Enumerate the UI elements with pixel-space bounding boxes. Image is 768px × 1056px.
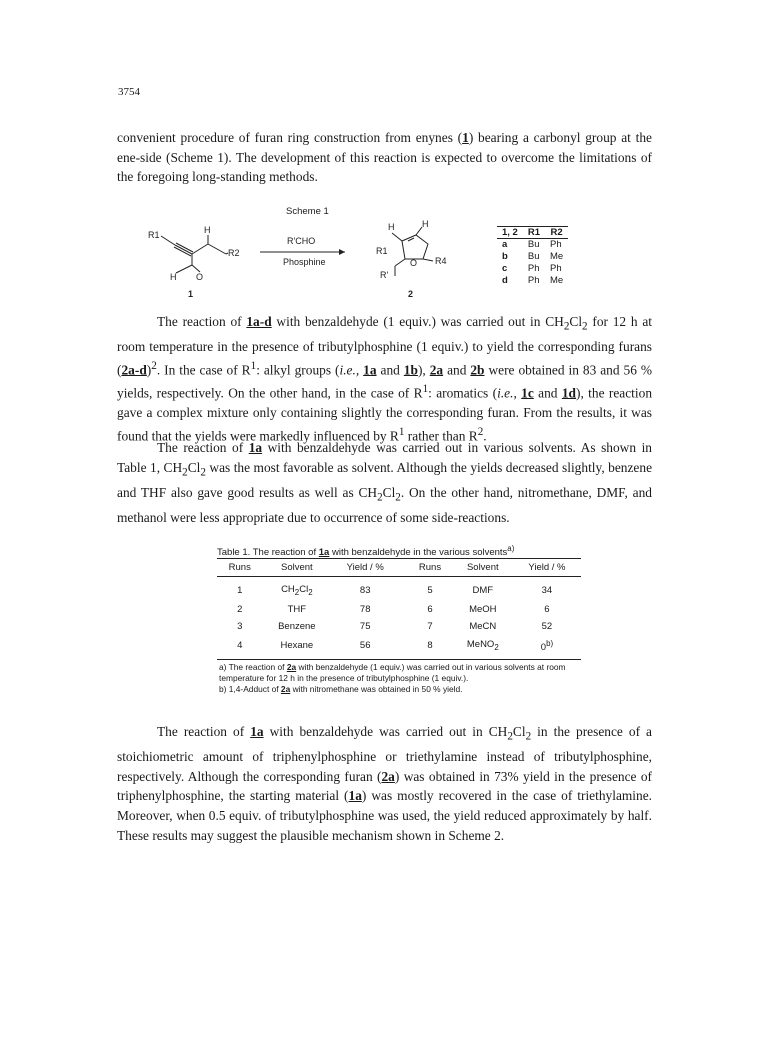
table-row: c Ph Ph [502,263,562,274]
mini-table-header: R1 [523,227,545,239]
table-row: 1 $CH_2Cl_2$ 83 5 DMF 34 [237,584,553,597]
table-row: d Ph Me [502,275,564,286]
reagent-aldehyde: R'CHO [287,236,316,246]
column-header: Yield / % [331,559,399,577]
reaction-arrow [260,249,345,255]
substituent-table [497,226,568,287]
scheme-title: Scheme 1 [286,206,329,217]
scheme-1-diagram [140,218,490,300]
sm-h-label: H [204,225,211,235]
sm-r2-label: R2 [228,248,240,258]
pr-h2-label: H [422,219,429,229]
furan-structure [392,227,433,276]
mini-table-header: 1, 2 [497,227,523,239]
sm-compound-label: 1 [188,289,194,299]
solvent-table [217,558,581,660]
table-row: b Bu Me [502,251,564,262]
enyne-structure [161,235,228,273]
pr-r1-label: R1 [376,246,388,256]
pr-o-label: O [410,258,418,268]
footnote-b: b) 1,4-Adduct of 2a with nitromethane was obtained in 50 % yield. [219,683,463,694]
column-header: Solvent [453,559,513,577]
sm-r1-label: R1 [148,230,160,240]
footnote-a: a) The reaction of 2a with benzaldehyde (1 equiv.) was carried out in various solvents at room temperature for 12 h in the presence of tributylphosphine (1 equiv.). [219,662,566,683]
table-row: 4 Hexane 56 8 MeNO$_2$ 0$^{b)}$ [217,635,581,660]
table-row: a Bu Ph [502,239,562,250]
column-header: Solvent [263,559,332,577]
column-header: Runs [217,559,263,577]
paragraph-intro: convenient procedure of furan ring construction from enynes (1) bearing a carbonyl group at the ene-side (Scheme 1). The development of this reaction is expected to overcome the limitations of the foregoing long-standing methods. [117,130,652,185]
mini-table-header: R2 [545,227,568,239]
page-number: 3754 [118,86,140,98]
table-row: 2 THF 78 6 MeOH 6 [237,603,550,615]
sm-h2-label: H [170,272,177,282]
column-header: Yield / % [513,559,581,577]
compound-ref: 1 [462,130,469,145]
pr-r-label: R' [380,270,389,280]
pr-r4-label: R4 [435,256,447,266]
pr-compound-label: 2 [408,289,414,299]
table-footnotes [219,662,579,694]
table-caption: Table 1. The reaction of 1a with benzaldehyde in the various solvents$^{a)}$ [217,544,515,559]
reagent-phosphine: Phosphine [283,257,326,267]
column-header: Runs [407,559,453,577]
table-row: 3 Benzene 75 7 MeCN 52 [237,620,553,632]
paragraph-mechanism: The reaction of 1a with benzaldehyde was carried out in $CH_2Cl_2$ in the presence of a stoichiometric amount of triphenylphosphine or triethylamine instead of tributylphosphine, respectively. Although the corresponding furan (2a) was obtained in 73% yield in the presence of triphenylphosphine, the starting material (1a) was mostly recovered in the case of triethylamine. Moreover, when 0.5 equiv. of tributylphosphine was used, the yield reduced approximately by half. These results may suggest the plausible mechanism shown in Scheme 2. [117,724,653,843]
pr-h1-label: H [388,222,395,232]
sm-o-label: O [196,272,204,282]
paragraph-results: The reaction of 1a-d with benzaldehyde (1 equiv.) was carried out in $CH_2Cl_2$ for 12 h at room temperature in the presence of tributylphosphine (1 equiv.) to yield the corresponding furans $(2a-d)^2$. In the case of $R^1$: alkyl groups (i.e., 1a and 1b), 2a and 2b were obtained in 83 and 56 % yields, respectively. On the other hand, in the case of $R^1$: aromatics (i.e., 1c and 1d), the reaction gave a complex mixture only containing slightly the corresponding furan. From the results, it was found that the yields were markedly influenced by $R^1$ rather than $R^2$. [117,314,653,444]
paragraph-solvents: The reaction of 1a with benzaldehyde was carried out in various solvents. As shown in Table 1, $CH_2Cl_2$ was the most favorable as solvent. Although the yields decreased slightly, benzene and THF also gave good results as well as $CH_2Cl_2$. On the other hand, nitromethane, DMF, and methanol were less appropriate due to occurrence of some side-reactions. [117,440,653,526]
